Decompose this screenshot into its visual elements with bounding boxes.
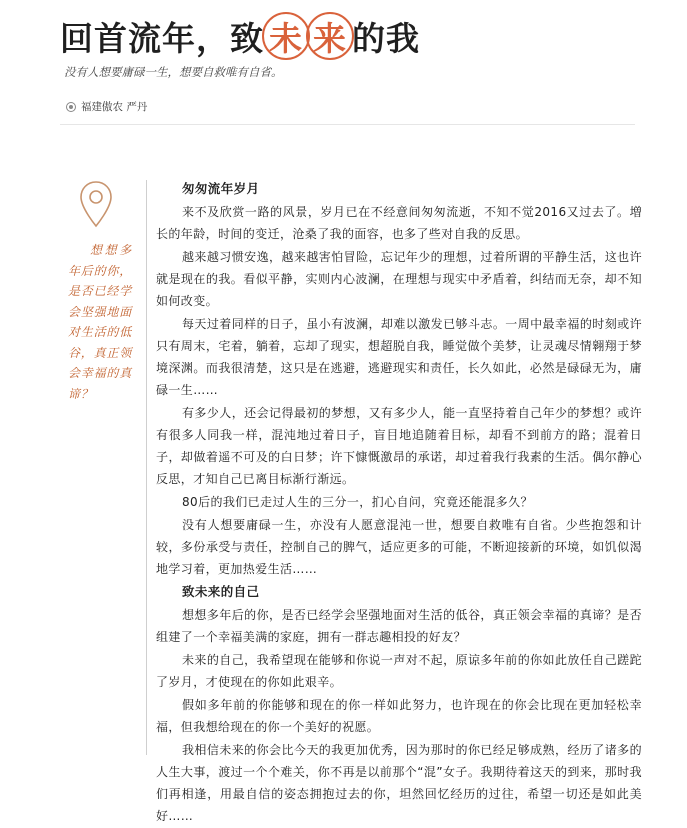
paragraph: 80后的我们已走过人生的三分一，扪心自问，究竟还能混多久？ [182, 495, 533, 509]
paragraph: 假如多年前的你能够和现在的你一样如此努力，也许现在的你会比现在更加轻松幸福，但我想给现在的你一个美好的祝愿。 [156, 698, 642, 734]
author-bullet-icon [66, 102, 76, 112]
section-heading-2: 致未来的自己 [182, 584, 260, 599]
column-divider [146, 180, 147, 755]
title-highlight-2: 来 [306, 12, 354, 60]
paragraph: 想想多年后的你，是否已经学会坚强地面对生活的低谷，真正领会幸福的真谛？是否组建了一个幸福美满的家庭，拥有一群志趣相投的好友？ [156, 608, 642, 644]
author-name: 福建傲农 严丹 [81, 101, 148, 113]
pull-quote: 想想多年后的你，是否已经学会坚强地面对生活的低谷，真正领会幸福的真谛？ [68, 243, 133, 401]
paragraph: 未来的自己，我希望现在能够和你说一声对不起，原谅多年前的你如此放任自己蹉跎了岁月，才使现在的你如此艰辛。 [156, 653, 642, 689]
paragraph: 越来越习惯安逸，越来越害怕冒险，忘记年少的理想，过着所谓的平静生活，这也许就是现在的我。看似平静，实则内心波澜，在理想与现实中矛盾着，纠结而无奈，却不知如何改变。 [156, 250, 642, 308]
paragraph: 每天过着同样的日子，虽小有波澜，却难以激发已够斗志。一周中最幸福的时刻或许只有周末，宅着，躺着，忘却了现实，想超脱自我，睡觉做个美梦，让灵魂尽情翱翔于梦境深渊。而我很清楚，这只是在逃避，逃避现实和责任，长久如此，必然是碌碌无为，庸碌一生…… [156, 317, 642, 397]
subtitle: 没有人想要庸碌一生，想要自救唯有自省。 [64, 65, 283, 79]
header-divider [60, 124, 635, 125]
author-line [66, 99, 147, 114]
page-title [60, 8, 420, 64]
article-body [156, 178, 642, 828]
title-part-1: 回首流年，致 [60, 18, 264, 58]
paragraph: 我相信未来的你会比今天的我更加优秀，因为那时的你已经足够成熟，经历了诸多的人生大事，渡过一个个难关，你不再是以前那个“混”女子。我期待着这天的到来，那时我们再相逢，用最自信的姿态拥抱过去的你，坦然回忆经历的过往，希望一切还是如此美好…… [156, 743, 642, 823]
paragraph: 有多少人，还会记得最初的梦想，又有多少人，能一直坚持着自己年少的梦想？或许有很多人同我一样，混沌地过着日子，盲目地追随着目标，却看不到前方的路；混着日子，却做着遥不可及的白日梦；许下慷慨激昂的承诺，却过着我行我素的生活。偶尔静心反思，才知自己已离目标渐行渐远。 [156, 406, 642, 486]
title-highlight-1: 未 [262, 12, 310, 60]
paragraph: 来不及欣赏一路的风景，岁月已在不经意间匆匆流逝，不知不觉2016又过去了。増长的年龄，时间的变迁，沧桑了我的面容，也多了些对自我的反思。 [156, 205, 642, 241]
title-part-2: 的我 [352, 18, 420, 58]
section-heading-1: 匆匆流年岁月 [182, 181, 260, 196]
location-pin-icon [78, 180, 114, 230]
paragraph: 没有人想要庸碌一生，亦没有人愿意混沌一世，想要自救唯有自省。少些抱怨和计较，多份承受与责任，控制自己的脾气，适应更多的可能，不断迎接新的环境，如饥似渴地学习着，更加热爱生活…… [156, 518, 642, 576]
